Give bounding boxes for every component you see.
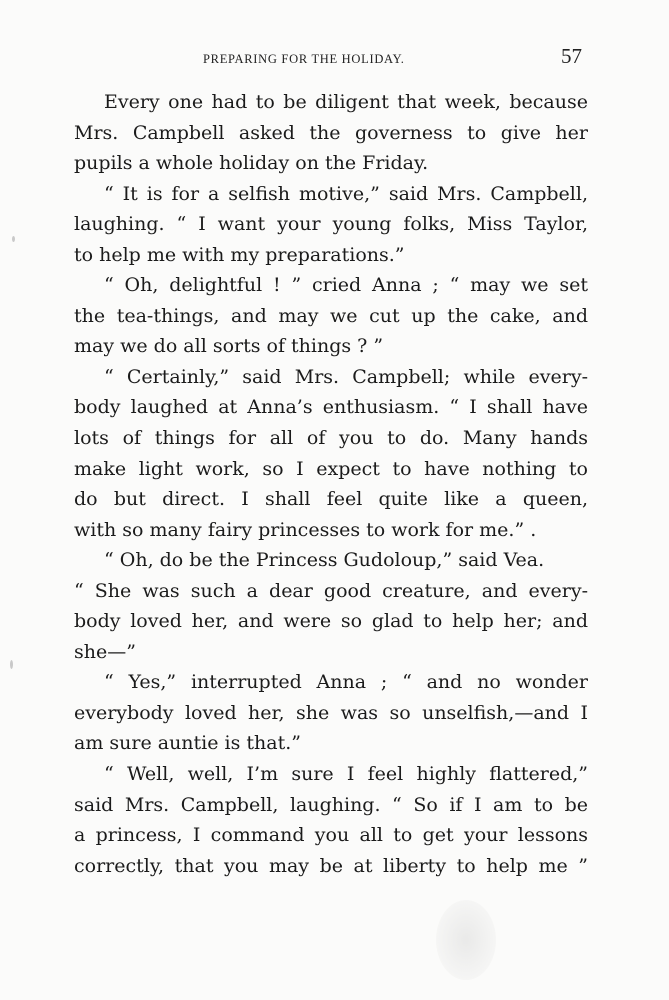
- text-line: to help me with my preparations.”: [74, 243, 405, 266]
- text-line: she—”: [74, 640, 136, 663]
- text-line: everybody loved her, she was so unselfish,—and I: [74, 701, 588, 724]
- text-line: a princess, I command you all to get your lessons: [74, 824, 588, 847]
- paper-speck: [12, 236, 15, 242]
- text-line: said Mrs. Campbell, laughing. “ So if I am to be: [74, 793, 588, 816]
- paper-speck: [10, 660, 13, 669]
- text-line: lots of things for all of you to do. Many hands: [74, 427, 588, 450]
- text-line: “ Oh, delightful ! ” cried Anna ; “ may we set: [104, 274, 588, 297]
- text-line: body loved her, and were so glad to help her; and: [74, 610, 588, 633]
- text-line: correctly, that you may be at liberty to help me ”: [74, 854, 588, 877]
- paper-stain: [436, 900, 496, 980]
- text-line: pupils a whole holiday on the Friday.: [74, 152, 429, 175]
- text-line: “ Oh, do be the Princess Gudoloup,” said Vea.: [104, 549, 545, 572]
- text-line: do but direct. I shall feel quite like a queen,: [74, 488, 588, 511]
- page-number: 57: [561, 44, 582, 68]
- text-line: body laughed at Anna’s enthusiasm. “ I shall have: [74, 396, 588, 419]
- text-line: laughing. “ I want your young folks, Miss Taylor,: [74, 213, 588, 236]
- text-line: make light work, so I expect to have nothing to: [74, 457, 588, 480]
- text-line: Every one had to be diligent that week, because: [104, 91, 588, 113]
- body-text: [74, 87, 588, 881]
- text-line: “ It is for a selfish motive,” said Mrs. Campbell,: [104, 182, 588, 205]
- text-line: “ She was such a dear good creature, and every-: [74, 579, 588, 602]
- text-line: am sure auntie is that.”: [74, 732, 301, 755]
- text-line: Mrs. Campbell asked the governess to give her: [74, 121, 588, 144]
- text-line: may we do all sorts of things ? ”: [74, 335, 384, 358]
- running-title: PREPARING FOR THE HOLIDAY.: [203, 52, 405, 66]
- text-line: with so many fairy princesses to work for me.” .: [74, 518, 537, 541]
- text-line: “ Yes,” interrupted Anna ; “ and no wonder: [104, 671, 588, 694]
- text-line: “ Well, well, I’m sure I feel highly flattered,”: [104, 763, 588, 786]
- text-line: “ Certainly,” said Mrs. Campbell; while every-: [104, 365, 588, 388]
- text-line: the tea-things, and may we cut up the cake, and: [74, 304, 588, 327]
